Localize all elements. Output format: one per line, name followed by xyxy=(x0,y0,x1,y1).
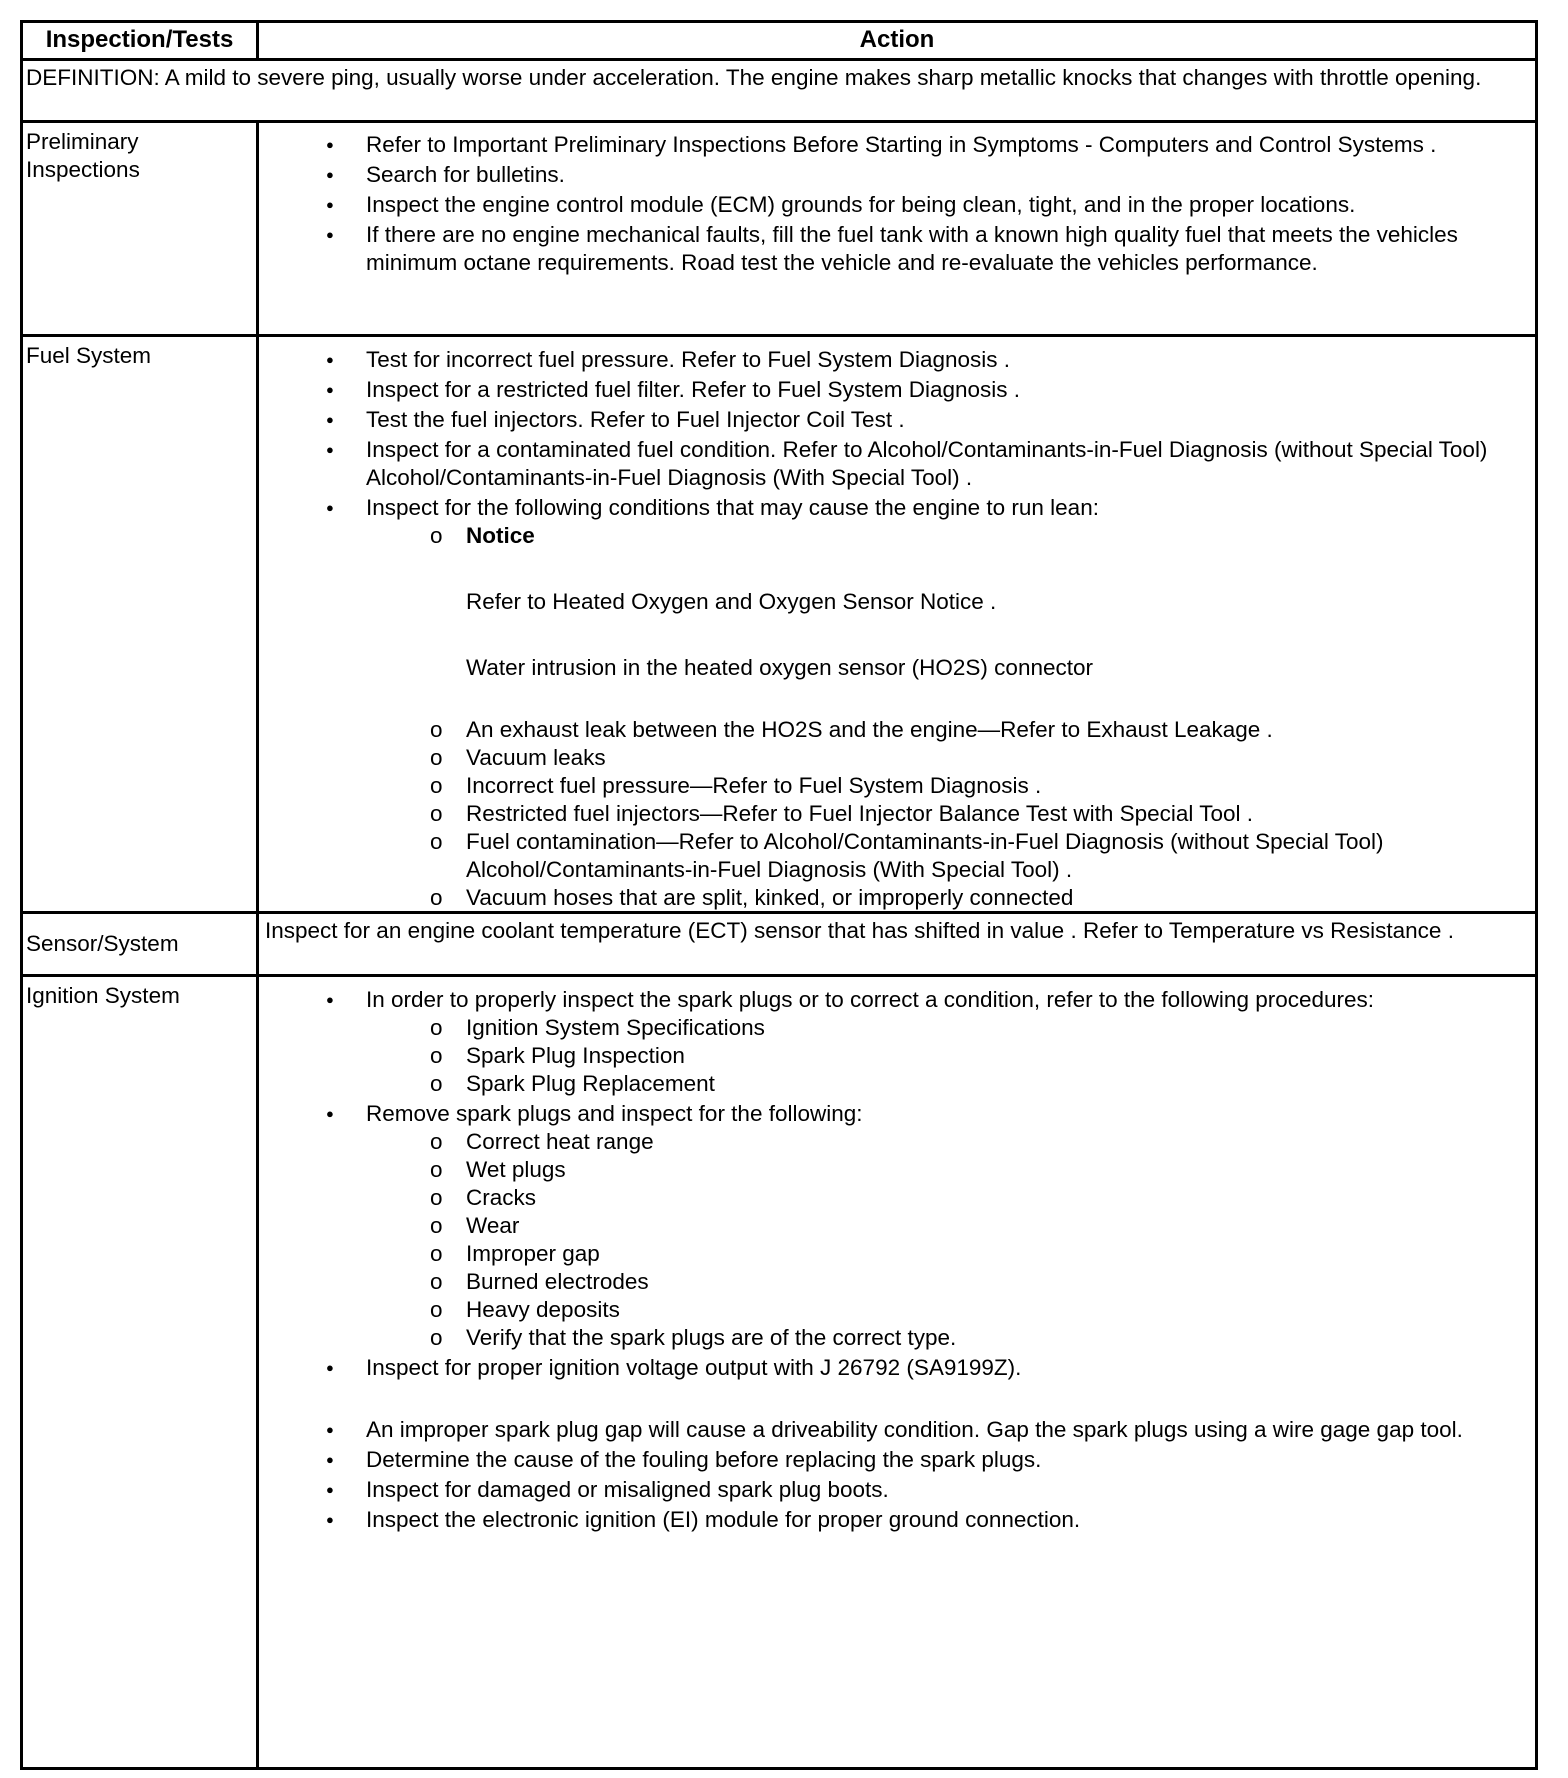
fuel-system-label: Fuel System xyxy=(23,337,259,911)
list-item: ● Remove spark plugs and inspect for the following: xyxy=(23,1100,1535,1128)
ignition-system-row xyxy=(23,977,1535,1767)
list-item: ● An improper spark plug gap will cause a driveability condition. Gap the spark plugs using a wire gage gap tool. xyxy=(23,1416,1535,1444)
list-item xyxy=(23,522,1535,716)
list-item: o Correct heat range xyxy=(23,1128,1535,1156)
list-item: o Cracks xyxy=(23,1184,1535,1212)
list-item: ● Inspect for a contaminated fuel condition. Refer to Alcohol/Contaminants-in-Fuel Diagnosis (without Special Tool) Alcohol/Contaminants-in-Fuel Diagnosis (With Special Tool) . xyxy=(23,436,1535,492)
fuel-system-row xyxy=(23,337,1535,914)
list-item: o Heavy deposits xyxy=(23,1296,1535,1324)
list-item: ● If there are no engine mechanical faults, fill the fuel tank with a known high quality fuel that meets the vehicles minimum octane requirements. Road test the vehicle and re-evaluate the vehicles performance. xyxy=(23,221,1535,277)
header-action: Action xyxy=(859,26,935,53)
list-item: o Vacuum leaks xyxy=(23,744,1535,772)
preliminary-row xyxy=(23,123,1535,337)
header-inspection-tests: Inspection/Tests xyxy=(23,23,259,58)
list-item: ● Test the fuel injectors. Refer to Fuel Injector Coil Test . xyxy=(23,406,1535,434)
list-item: o An exhaust leak between the HO2S and the engine—Refer to Exhaust Leakage . xyxy=(23,716,1535,744)
list-item: ● Inspect the engine control module (ECM) grounds for being clean, tight, and in the proper locations. xyxy=(23,191,1535,219)
preliminary-list xyxy=(23,131,1535,277)
list-item: ● Determine the cause of the fouling before replacing the spark plugs. xyxy=(23,1446,1535,1474)
sensor-system-label: Sensor/System xyxy=(23,914,259,974)
list-item: ● Search for bulletins. xyxy=(23,161,1535,189)
ignition-list-3 xyxy=(23,1354,1535,1382)
table-header-row xyxy=(23,23,1535,61)
list-item: ● Inspect the electronic ignition (EI) module for proper ground connection. xyxy=(23,1506,1535,1534)
ignition-list-2 xyxy=(23,1100,1535,1128)
notice-sub: Water intrusion in the heated oxygen sensor (HO2S) connector xyxy=(466,655,1093,680)
list-item: o Incorrect fuel pressure—Refer to Fuel System Diagnosis . xyxy=(23,772,1535,800)
ignition-list-1 xyxy=(23,986,1535,1014)
list-item: ● Inspect for damaged or misaligned spark plug boots. xyxy=(23,1476,1535,1504)
list-item: ● Test for incorrect fuel pressure. Refer to Fuel System Diagnosis . xyxy=(23,346,1535,374)
list-item: o Spark Plug Replacement xyxy=(23,1070,1535,1098)
list-item: o Verify that the spark plugs are of the correct type. xyxy=(23,1324,1535,1352)
ignition-sublist-2 xyxy=(23,1128,1535,1352)
list-item: ● Inspect for a restricted fuel filter. Refer to Fuel System Diagnosis . xyxy=(23,376,1535,404)
list-item: o Fuel contamination—Refer to Alcohol/Contaminants-in-Fuel Diagnosis (without Special Tool) Alcohol/Contaminants-in-Fuel Diagnosis (With Special Tool) . xyxy=(23,828,1535,884)
list-item: o Wet plugs xyxy=(23,1156,1535,1184)
fuel-system-sublist xyxy=(23,522,1535,912)
list-item: ● In order to properly inspect the spark plugs or to correct a condition, refer to the following procedures: xyxy=(23,986,1535,1014)
list-item: o Ignition System Specifications xyxy=(23,1014,1535,1042)
list-item: o Restricted fuel injectors—Refer to Fuel Injector Balance Test with Special Tool . xyxy=(23,800,1535,828)
sensor-system-text: Inspect for an engine coolant temperature (ECT) sensor that has shifted in value . Refer to Temperature vs Resistance . xyxy=(265,918,1454,943)
ignition-sublist-1 xyxy=(23,1014,1535,1098)
list-item: ● Inspect for proper ignition voltage output with J 26792 (SA9199Z). xyxy=(23,1354,1535,1382)
notice-title: o Notice xyxy=(466,523,535,548)
notice-text: Refer to Heated Oxygen and Oxygen Sensor Notice . xyxy=(466,589,997,614)
list-item: o Wear xyxy=(23,1212,1535,1240)
list-item: ● Inspect for the following conditions that may cause the engine to run lean: xyxy=(23,494,1535,522)
list-item: o Spark Plug Inspection xyxy=(23,1042,1535,1070)
list-item: o Vacuum hoses that are split, kinked, or improperly connected xyxy=(23,884,1535,912)
list-item: ● Refer to Important Preliminary Inspections Before Starting in Symptoms - Computers and Control Systems . xyxy=(23,131,1535,159)
ignition-system-label: Ignition System xyxy=(23,977,259,1767)
list-item: o Improper gap xyxy=(23,1240,1535,1268)
sensor-system-row xyxy=(23,914,1535,977)
diagnostic-table xyxy=(20,20,1538,1770)
list-item: o Burned electrodes xyxy=(23,1268,1535,1296)
preliminary-label: Preliminary Inspections xyxy=(23,123,259,334)
ignition-list-4 xyxy=(23,1416,1535,1534)
definition-row xyxy=(23,61,1535,123)
fuel-system-list xyxy=(23,346,1535,522)
definition-text: DEFINITION: A mild to severe ping, usually worse under acceleration. The engine makes sharp metallic knocks that changes with throttle opening. xyxy=(26,65,1482,90)
